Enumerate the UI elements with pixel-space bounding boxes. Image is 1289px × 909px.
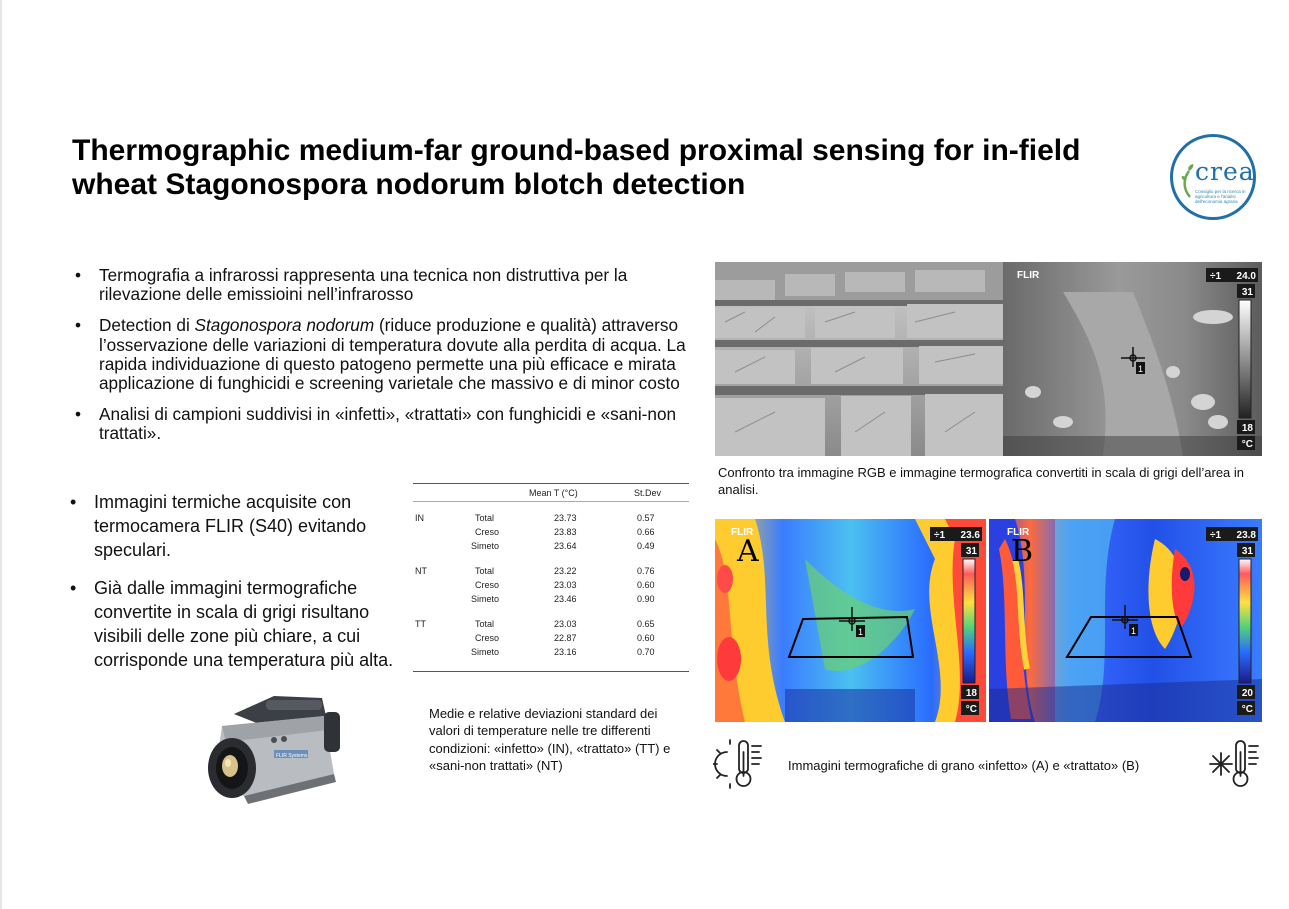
scale-unit: °C xyxy=(1241,704,1253,715)
flir-brand: FLIR xyxy=(1007,527,1030,538)
spot-temperature-readout: 24.0 xyxy=(1236,271,1256,282)
panel-a-letter: A xyxy=(737,534,759,569)
method-bullet-list xyxy=(68,490,408,686)
species-name: Stagonospora nodorum xyxy=(194,315,375,336)
row-name: Total xyxy=(475,513,495,523)
poster-title xyxy=(72,134,1167,202)
bullet-detection: • Detection di Stagonospora nodorum (riduce produzione e qualità) attraverso l’osservazione delle variazioni di temperatura dovute alla perdita di acqua. La rapida individuazione di questo patogeno permette una più efficace e mirata applicazione di funghicidi e screening varietale che massivo e di minor costo xyxy=(73,316,693,393)
thermal-caption: Immagini termografiche di grano «infetto» (A) e «trattato» (B) xyxy=(788,758,1140,773)
spot-temperature-readout: 23.8 xyxy=(1236,530,1256,541)
row-name: Simeto xyxy=(471,647,500,657)
row-name: Creso xyxy=(475,633,500,643)
scale-max: 31 xyxy=(1241,287,1253,298)
spot-marker-label: 1 xyxy=(1137,364,1144,374)
group-label: NT xyxy=(415,566,427,576)
thermal-camera-photo xyxy=(204,686,350,808)
row-name: Total xyxy=(475,619,495,629)
scale-max: 31 xyxy=(965,546,977,557)
thermal-panel-a xyxy=(715,519,986,722)
row-name: Creso xyxy=(475,580,500,590)
row-name: Simeto xyxy=(471,594,500,604)
table-top-rule xyxy=(413,483,689,484)
table-header-rule xyxy=(413,501,689,502)
scale-min: 18 xyxy=(965,688,977,699)
row-mean: 23.64 xyxy=(554,541,577,551)
logo-wordmark: crea xyxy=(1195,157,1255,186)
header-stdev: St.Dev xyxy=(634,488,662,498)
group-label: TT xyxy=(415,619,426,629)
intro-bullet-list xyxy=(73,266,693,456)
row-sd: 0.49 xyxy=(637,541,655,551)
row-sd: 0.57 xyxy=(637,513,655,523)
group-label: IN xyxy=(415,513,424,523)
row-name: Creso xyxy=(475,527,500,537)
camera-brand-label: FLIR Systems xyxy=(276,753,308,759)
row-mean: 23.83 xyxy=(554,527,577,537)
crea-logo xyxy=(1170,134,1256,220)
flir-brand: FLIR xyxy=(1017,270,1040,281)
row-mean: 23.03 xyxy=(554,619,577,629)
spot-readout-label: ÷1 xyxy=(934,530,946,541)
row-sd: 0.66 xyxy=(637,527,655,537)
row-mean: 23.73 xyxy=(554,513,577,523)
table-bottom-rule xyxy=(413,671,689,672)
page-edge xyxy=(0,0,2,909)
row-sd: 0.90 xyxy=(637,594,655,604)
thermal-grayscale-image xyxy=(1003,262,1262,456)
logo-subtext: Consiglio per la ricerca in agricoltura e l'analisi dell'economia agraria xyxy=(1195,189,1246,204)
row-sd: 0.76 xyxy=(637,566,655,576)
spot-temperature-readout: 23.6 xyxy=(960,530,980,541)
bullet-infrared: • Termografia a infrarossi rappresenta una tecnica non distruttiva per la rilevazione delle emissioini nell’infrarosso xyxy=(73,266,693,304)
snow-thermometer-icon xyxy=(1208,738,1264,790)
scale-min: 20 xyxy=(1241,688,1253,699)
rgb-grayscale-field-photo xyxy=(715,262,1003,456)
sun-thermometer-icon xyxy=(713,738,767,790)
row-mean: 23.03 xyxy=(554,580,577,590)
flir-brand: FLIR xyxy=(731,527,754,538)
row-name: Simeto xyxy=(471,541,500,551)
scale-unit: °C xyxy=(1241,439,1253,450)
bullet-samples: • Analisi di campioni suddivisi in «infetti», «trattati» con funghicidi e «sani-non trattati». xyxy=(73,405,693,443)
spot-marker-label: 1 xyxy=(1130,626,1137,636)
title-line-1: Thermographic medium-far ground-based proximal sensing for in-field xyxy=(72,134,1081,167)
bullet-flir: • Immagini termiche acquisite con termocamera FLIR (S40) evitando speculari. xyxy=(68,490,408,562)
spot-readout-label: ÷1 xyxy=(1210,530,1222,541)
header-mean: Mean T (°C) xyxy=(529,488,578,498)
row-mean: 22.87 xyxy=(554,633,577,643)
scale-max: 31 xyxy=(1241,546,1253,557)
spot-readout-label: ÷1 xyxy=(1210,271,1222,282)
thermal-color-images xyxy=(715,519,1262,722)
sprout-icon xyxy=(1181,163,1195,199)
row-mean: 23.46 xyxy=(554,594,577,604)
thermal-panel-b xyxy=(989,519,1262,722)
title-line-2: wheat Stagonospora nodorum blotch detection xyxy=(72,168,746,201)
row-name: Total xyxy=(475,566,495,576)
table-caption: Medie e relative deviazioni standard dei valori di temperature nelle tre differenti condizioni: «infetto» (IN), «trattato» (TT) e «sani-non trattati» (NT) xyxy=(429,706,671,773)
grayscale-caption: Confronto tra immagine RGB e immagine termografica convertiti in scala di grigi dell’area in analisi. xyxy=(718,465,1245,497)
temperature-table xyxy=(413,483,689,673)
panel-b-letter: B xyxy=(1011,534,1034,569)
row-mean: 23.16 xyxy=(554,647,577,657)
spot-marker-label: 1 xyxy=(857,627,864,637)
row-sd: 0.60 xyxy=(637,580,655,590)
scale-min: 18 xyxy=(1241,423,1253,434)
scale-unit: °C xyxy=(965,704,977,715)
row-sd: 0.65 xyxy=(637,619,655,629)
row-mean: 23.22 xyxy=(554,566,577,576)
row-sd: 0.70 xyxy=(637,647,655,657)
bullet-grayscale: • Già dalle immagini termografiche convertite in scala di grigi risultano visibili delle zone più chiare, a cui corrisponde una temperatura più alta. xyxy=(68,576,408,672)
row-sd: 0.60 xyxy=(637,633,655,643)
